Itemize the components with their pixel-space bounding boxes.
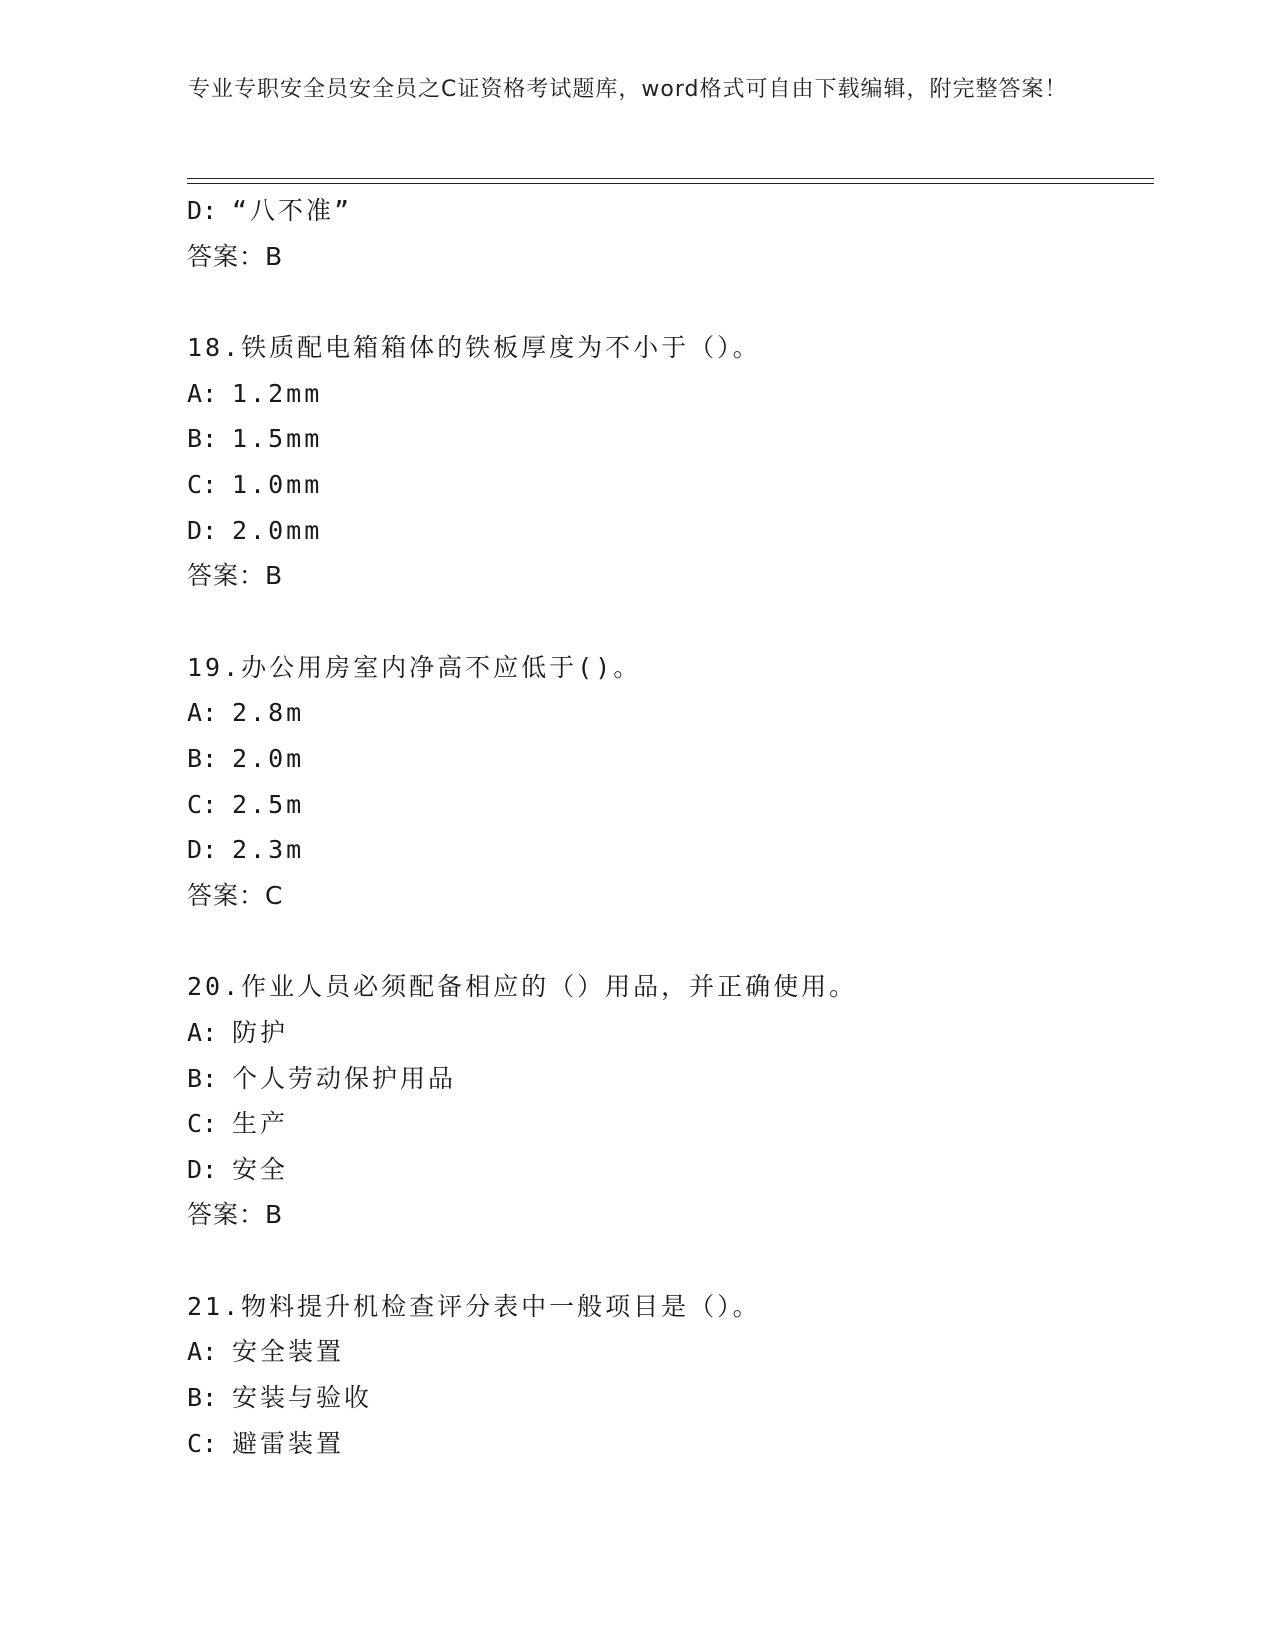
question-block (187, 325, 1147, 599)
answer-line: 答案：B (187, 241, 284, 271)
option-label: B: (187, 743, 218, 773)
option-a (187, 1010, 1147, 1056)
option-a (187, 371, 1147, 417)
question-block (187, 645, 1147, 919)
question-list (187, 188, 1147, 1466)
option-label: D: (187, 1154, 218, 1184)
option-label: C: (187, 469, 218, 499)
option-text: 1.2mm (232, 378, 323, 408)
option-text: “八不准” (232, 196, 353, 225)
option-label: D: (187, 515, 218, 545)
option-c (187, 462, 1147, 508)
option-d (187, 1147, 1147, 1193)
option-text: 防护 (232, 1017, 289, 1047)
option-label: B: (187, 1383, 218, 1413)
option-label: B: (187, 1063, 218, 1093)
option-label: C: (187, 1109, 218, 1139)
option-d (187, 508, 1147, 554)
document-header (188, 74, 1078, 105)
question-stem: 21.物料提升机检查评分表中一般项目是（）。 (187, 1291, 761, 1321)
option-text: 个人劳动保护用品 (232, 1063, 457, 1093)
option-text: 避雷装置 (232, 1428, 345, 1458)
option-text: 安全 (232, 1154, 289, 1184)
answer-line: 答案：C (187, 880, 284, 910)
option-label: D: (187, 196, 218, 225)
option-label: A: (187, 1017, 218, 1047)
option-label: A: (187, 698, 218, 728)
header-text: 专业专职安全员安全员之C证资格考试题库，word格式可自由下载编辑，附完整答案！ (188, 77, 1068, 102)
option-label: C: (187, 1428, 218, 1458)
question-stem: 19.办公用房室内净高不应低于()。 (187, 652, 642, 682)
option-label: A: (187, 1337, 218, 1367)
option-d (187, 188, 1147, 234)
question-stem: 20.作业人员必须配备相应的（）用品，并正确使用。 (187, 972, 858, 1002)
header-rule-bottom (187, 183, 1154, 184)
option-c (187, 1421, 1147, 1467)
answer-line: 答案：B (187, 561, 284, 591)
option-text: 2.3m (232, 835, 305, 865)
question-stem: 18.铁质配电箱箱体的铁板厚度为不小于（）。 (187, 333, 761, 363)
option-a (187, 1329, 1147, 1375)
option-label: D: (187, 835, 218, 865)
option-text: 2.0m (232, 743, 305, 773)
option-b (187, 1375, 1147, 1421)
option-text: 1.5mm (232, 424, 323, 454)
option-a (187, 690, 1147, 736)
option-label: B: (187, 424, 218, 454)
option-text: 安装与验收 (232, 1383, 373, 1413)
option-text: 2.8m (232, 698, 305, 728)
option-c (187, 782, 1147, 828)
option-b (187, 736, 1147, 782)
option-b (187, 416, 1147, 462)
option-text: 安全装置 (232, 1337, 345, 1367)
option-text: 1.0mm (232, 469, 323, 499)
question-block (187, 1284, 1147, 1466)
option-text: 2.0mm (232, 515, 323, 545)
option-d (187, 827, 1147, 873)
option-label: A: (187, 378, 218, 408)
option-b (187, 1056, 1147, 1102)
question-block (187, 964, 1147, 1238)
answer-line: 答案：B (187, 1200, 284, 1230)
option-c (187, 1101, 1147, 1147)
option-text: 生产 (232, 1109, 289, 1139)
header-rule-top (187, 178, 1154, 179)
option-label: C: (187, 789, 218, 819)
option-text: 2.5m (232, 789, 305, 819)
